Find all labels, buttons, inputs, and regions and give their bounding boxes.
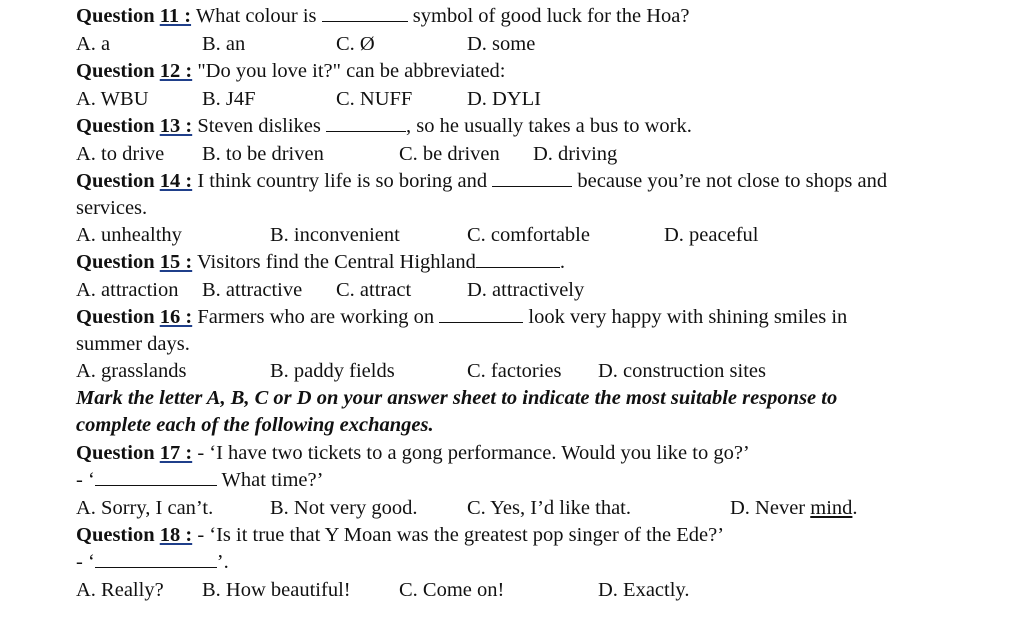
option-d-end: .: [852, 497, 858, 519]
question-16: [76, 305, 847, 329]
question-14: [76, 169, 887, 193]
question-number: 11 :: [159, 5, 192, 27]
reply-text: What time?’: [221, 469, 324, 491]
question-18-reply: [76, 550, 229, 574]
question-label: Question: [76, 306, 155, 328]
question-number: 14 :: [159, 170, 193, 192]
option-b: B. attractive: [202, 279, 303, 301]
question-text: look very happy with shining smiles in: [528, 306, 848, 328]
question-text: - ‘I have two tickets to a gong performance. Would you like to go?’: [197, 442, 750, 464]
option-a: A. unhealthy: [76, 224, 182, 246]
option-a: A. Sorry, I can’t.: [76, 497, 214, 519]
question-text: I think country life is so boring and: [197, 170, 488, 192]
question-number: 12 :: [159, 60, 193, 82]
option-d: D. DYLI: [467, 88, 542, 110]
option-c: C. Yes, I’d like that.: [467, 497, 631, 519]
option-d: D. attractively: [467, 279, 585, 301]
option-a: A. WBU: [76, 88, 149, 110]
answer-blank: [95, 551, 217, 568]
option-c: C. NUFF: [336, 88, 413, 110]
answer-blank: [476, 251, 560, 268]
option-d-underlined: mind: [810, 497, 853, 519]
question-number: 17 :: [159, 442, 193, 464]
answer-blank: [95, 469, 217, 486]
option-c: C. Come on!: [399, 579, 505, 601]
question-text: Steven dislikes: [197, 115, 321, 137]
question-number: 15 :: [159, 251, 193, 273]
answer-blank: [492, 170, 572, 187]
question-11: [76, 4, 689, 28]
reply-prefix: - ‘: [76, 551, 95, 573]
option-b: B. How beautiful!: [202, 579, 351, 601]
question-number: 13 :: [159, 115, 193, 137]
option-b: B. inconvenient: [270, 224, 400, 246]
question-16-continued: summer days.: [76, 333, 190, 355]
question-17: [76, 441, 750, 465]
option-b: B. to be driven: [202, 143, 324, 165]
option-d-text: D. Never: [730, 497, 811, 519]
question-17-reply: [76, 468, 323, 492]
question-text: Visitors find the Central Highland: [196, 251, 476, 273]
option-c: C. factories: [467, 360, 562, 382]
question-12: [76, 59, 506, 83]
answer-blank: [439, 306, 523, 323]
option-d: D. peaceful: [664, 224, 759, 246]
question-number: 16 :: [159, 306, 193, 328]
question-number: 18 :: [159, 524, 193, 546]
option-c: C. attract: [336, 279, 412, 301]
question-13: [76, 114, 692, 138]
question-text: - ‘Is it true that Y Moan was the greatest pop singer of the Ede?’: [197, 524, 725, 546]
option-d: D. driving: [533, 143, 618, 165]
option-a: A. to drive: [76, 143, 165, 165]
option-a: A. grasslands: [76, 360, 187, 382]
option-d: D. Exactly.: [598, 579, 690, 601]
question-label: Question: [76, 115, 155, 137]
option-b: B. Not very good.: [270, 497, 418, 519]
option-a: A. attraction: [76, 279, 179, 301]
option-a: A. a: [76, 33, 111, 55]
question-label: Question: [76, 524, 155, 546]
question-text: .: [559, 251, 565, 273]
option-b: B. J4F: [202, 88, 256, 110]
instruction-line-2: complete each of the following exchanges.: [76, 414, 434, 436]
instruction-line-1: Mark the letter A, B, C or D on your answer sheet to indicate the most suitable response to: [76, 387, 838, 409]
option-d: [730, 496, 858, 520]
question-label: Question: [76, 251, 155, 273]
question-label: Question: [76, 442, 155, 464]
question-text: , so he usually takes a bus to work.: [406, 115, 692, 137]
option-c: C. be driven: [399, 143, 500, 165]
question-text: because you’re not close to shops and: [577, 170, 888, 192]
question-label: Question: [76, 170, 155, 192]
question-18: [76, 523, 724, 547]
answer-blank: [322, 5, 408, 22]
option-d: D. some: [467, 33, 536, 55]
question-text: symbol of good luck for the Hoa?: [412, 5, 690, 27]
reply-prefix: - ‘: [76, 469, 95, 491]
option-b: B. paddy fields: [270, 360, 395, 382]
option-d: D. construction sites: [598, 360, 766, 382]
reply-text: ’.: [216, 551, 229, 573]
option-c: C. Ø: [336, 33, 375, 55]
option-b: B. an: [202, 33, 246, 55]
answer-blank: [326, 115, 406, 132]
question-text: "Do you love it?" can be abbreviated:: [197, 60, 506, 82]
question-label: Question: [76, 60, 155, 82]
question-14-continued: services.: [76, 197, 148, 219]
question-text: What colour is: [195, 5, 317, 27]
option-c: C. comfortable: [467, 224, 590, 246]
question-text: Farmers who are working on: [197, 306, 435, 328]
question-15: [76, 250, 565, 274]
question-label: Question: [76, 5, 155, 27]
option-a: A. Really?: [76, 579, 164, 601]
